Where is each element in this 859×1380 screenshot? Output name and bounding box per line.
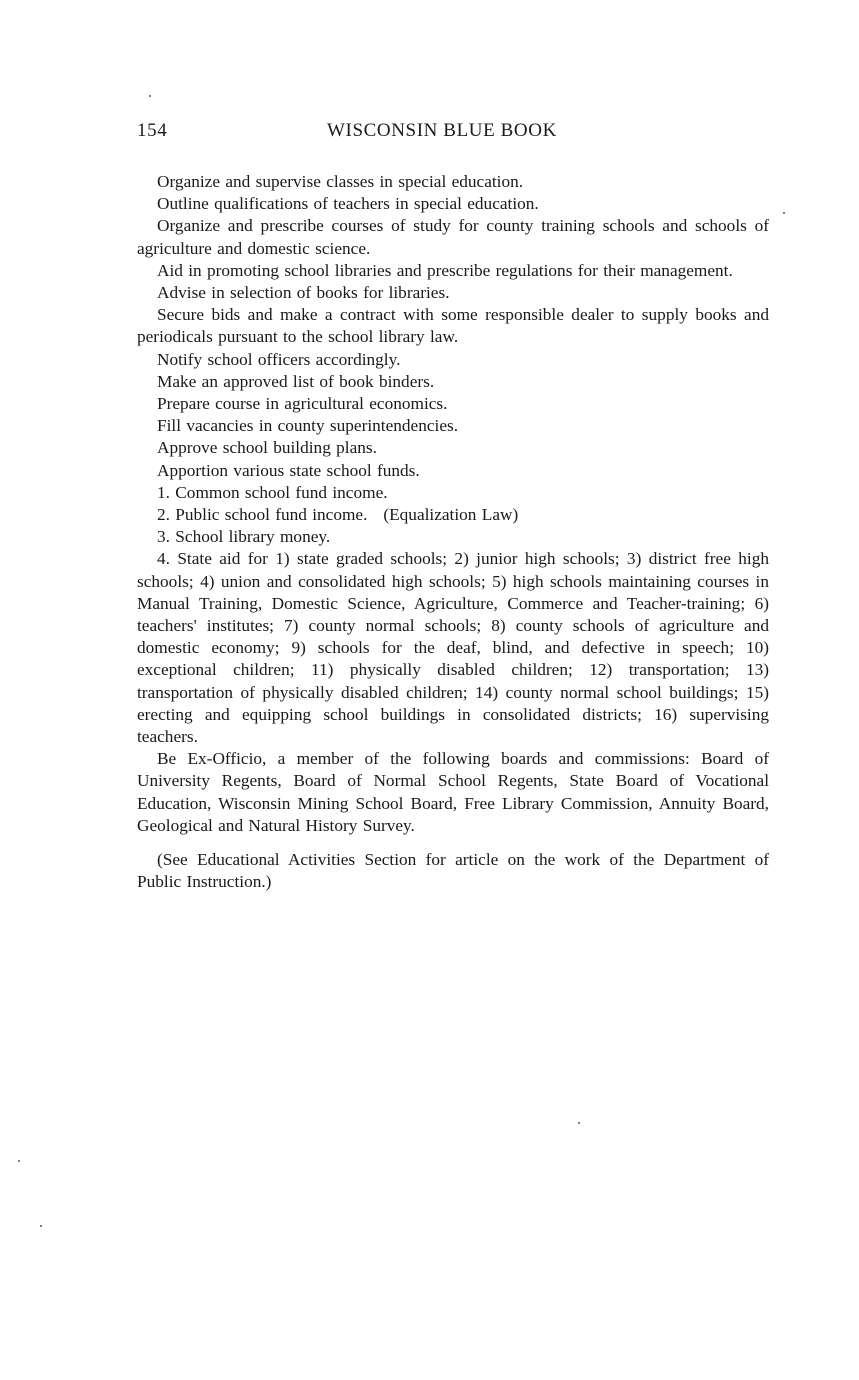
paragraph: Secure bids and make a contract with some responsible dealer to supply books and periodicals pursuant to the school library law.	[137, 305, 769, 347]
list-item: 2. Public school fund income. (Equalization Law)	[157, 505, 519, 525]
page-number: 154	[137, 120, 168, 141]
paragraph: Make an approved list of book binders.	[157, 371, 435, 391]
paragraph: Advise in selection of books for libraries.	[157, 283, 450, 303]
page-header	[137, 120, 769, 144]
note-paragraph: (See Educational Activities Section for article on the work of the Department of Public Instruction.)	[137, 850, 769, 892]
print-speck	[578, 1122, 580, 1124]
paragraph: Apportion various state school funds.	[157, 460, 420, 480]
print-speck	[40, 1225, 42, 1227]
list-item: 1. Common school fund income.	[157, 482, 388, 502]
print-speck	[783, 212, 785, 214]
list-item: 4. State aid for 1) state graded schools; 2) junior high schools; 3) district free high schools; 4) union and consolidated high schools; 5) high schools maintaining courses in Manual Training, Domestic Science, Agriculture, Commerce and Teacher-training; 6) teachers' institutes; 7) county normal schools; 8) county schools of agriculture and domestic economy; 9) schools for the deaf, blind, and defective in speech; 10) exceptional children; 11) physically disabled children; 12) transportation; 13) transportation of physically disabled children; 14) county normal school buildings; 15) erecting and equipping school buildings in consolidated districts; 16) supervising teachers.	[137, 549, 769, 747]
running-title: WISCONSIN BLUE BOOK	[327, 120, 557, 141]
paragraph: Organize and prescribe courses of study for county training schools and schools of agriculture and domestic science.	[137, 216, 769, 258]
paragraph: Aid in promoting school libraries and prescribe regulations for their management.	[157, 260, 733, 280]
print-speck	[18, 1160, 20, 1162]
paragraph: Prepare course in agricultural economics.	[157, 394, 448, 414]
paragraph: Be Ex-Officio, a member of the following boards and commissions: Board of University Regents, Board of Normal School Regents, State Board of Vocational Education, Wisconsin Mining School Board, Free Library Commission, Annuity Board, Geological and Natural History Survey.	[137, 749, 769, 835]
body-text	[137, 171, 769, 894]
list-item: 3. School library money.	[157, 527, 331, 547]
paragraph: Outline qualifications of teachers in special education.	[157, 194, 539, 214]
paragraph: Notify school officers accordingly.	[157, 349, 401, 369]
paragraph: Approve school building plans.	[157, 438, 377, 458]
paragraph: Fill vacancies in county superintendencies.	[157, 416, 459, 436]
paragraph: Organize and supervise classes in special education.	[157, 172, 524, 191]
print-speck	[149, 95, 151, 97]
